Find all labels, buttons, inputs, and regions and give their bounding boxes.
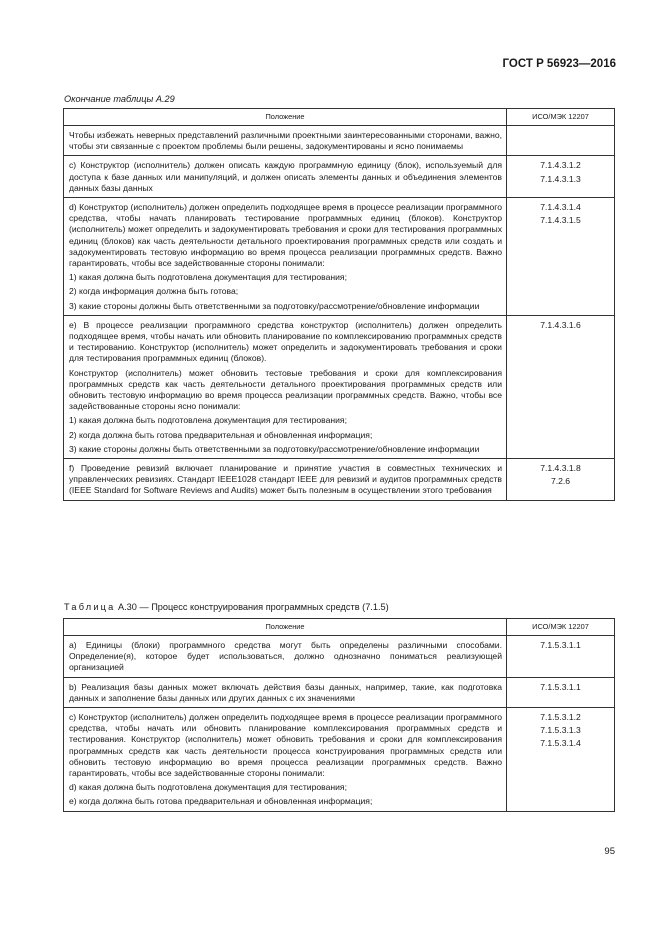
iso-clause-ref: 7.2.6 bbox=[550, 476, 571, 487]
position-paragraph: с) Конструктор (исполнитель) должен описать каждую программную единицу (блок), используемый для доступа к базе данных или манипуляций, и должен описать элементы данных и объединения элементов данных базы данных bbox=[69, 160, 502, 193]
table-row bbox=[64, 677, 615, 707]
iso-ref-cell bbox=[507, 636, 615, 678]
position-paragraph: 2) когда информация должна быть готова; bbox=[69, 286, 239, 297]
table-row bbox=[64, 708, 615, 812]
table-row bbox=[64, 636, 615, 678]
table-row bbox=[64, 459, 615, 501]
position-cell bbox=[64, 459, 507, 501]
iso-clause-ref: 7.1.5.3.1.1 bbox=[540, 681, 581, 692]
table-a30 bbox=[63, 618, 615, 812]
table-row bbox=[64, 156, 615, 198]
position-cell bbox=[64, 677, 507, 707]
iso-ref-cell bbox=[507, 198, 615, 316]
standard-header: ГОСТ Р 56923—2016 bbox=[502, 58, 616, 70]
position-paragraph: Чтобы избежать неверных представлений различными проектными заинтересованными сторонами, важно, чтобы эти связанные с проектом проблемы были решены, задокументированы и ясно понимаемы bbox=[69, 130, 502, 152]
position-cell bbox=[64, 126, 507, 156]
iso-clause-ref: 7.1.4.3.1.8 bbox=[540, 463, 581, 474]
iso-clause-ref: 7.1.4.3.1.6 bbox=[540, 319, 581, 330]
table-row bbox=[64, 198, 615, 316]
position-cell bbox=[64, 708, 507, 812]
iso-clause-ref: 7.1.5.3.1.1 bbox=[540, 640, 581, 650]
iso-clause-ref: 7.1.5.3.1.2 bbox=[540, 712, 581, 723]
page-number: 95 bbox=[604, 846, 615, 857]
iso-clause-ref: 7.1.5.3.1.4 bbox=[540, 738, 581, 749]
iso-ref-cell bbox=[507, 315, 615, 458]
position-cell bbox=[64, 198, 507, 316]
position-paragraph: d) какая должна быть подготовлена документация для тестирования; bbox=[69, 782, 347, 793]
position-paragraph: с) Конструктор (исполнитель) должен определить подходящее время в процессе реализации программного средства, чтобы начать или обновить планирование комплексирования программных средств и тестирования. Конструктор (исполнитель) может обновить требования и сроки для комплексирования программных средств как часть деятельности процесса конструирования программных средств или обновить тестовую информацию во время процесса реализации программных средств. Важно гарантировать, чтобы все задействованные стороны понимали: bbox=[69, 712, 502, 779]
position-cell bbox=[64, 315, 507, 458]
position-paragraph: а) Единицы (блоки) программного средства могут быть определены различными способами. Определение(я), которое будет использоваться, должно однозначно пониматься реализующей организацией bbox=[69, 640, 502, 673]
iso-clause-ref: 7.1.5.3.1.3 bbox=[540, 725, 581, 736]
col-header-position: Положение bbox=[64, 109, 507, 126]
table-row bbox=[64, 126, 615, 156]
table-a29-caption: Окончание таблицы А.29 bbox=[64, 94, 175, 104]
position-paragraph: е) когда должна быть готова предварительная и обновленная информация; bbox=[69, 796, 373, 807]
table-a29-header-row bbox=[64, 109, 615, 126]
position-paragraph: 1) какая должна быть подготовлена документация для тестирования; bbox=[69, 272, 347, 283]
iso-clause-ref: 7.1.4.3.1.5 bbox=[540, 215, 581, 226]
col-header-iso: ИСО/МЭК 12207 bbox=[507, 619, 615, 636]
iso-clause-ref: 7.1.4.3.1.3 bbox=[540, 173, 581, 184]
table-a30-title: А.30 — Процесс конструирования программных средств (7.1.5) bbox=[118, 602, 389, 612]
iso-clause-ref: 7.1.4.3.1.2 bbox=[540, 160, 581, 171]
position-paragraph: 3) какие стороны должны быть ответственными за подготовку/рассмотрение/обновление информации bbox=[69, 300, 480, 311]
iso-ref-cell bbox=[507, 126, 615, 156]
position-paragraph: е) В процессе реализации программного средства конструктор (исполнитель) должен определить подходящее время, чтобы начать или обновить планирование по комплексированию программных средств и тестированию. Конструктор (исполнитель) может определить и задокументировать требования и сроки для тестирования программных единиц (блоков). bbox=[69, 319, 502, 364]
position-cell bbox=[64, 156, 507, 198]
col-header-position: Положение bbox=[64, 619, 507, 636]
position-paragraph: f) Проведение ревизий включает планирование и принятие участия в совместных технических и управленческих ревизиях. Стандарт IEEE1028 стандарт IEEE для ревизий и аудитов программных средств (IEEE Standard for Software Reviews and Audits) может быть полезным в осуществлении этого требования bbox=[69, 463, 502, 496]
iso-clause-ref: 7.1.4.3.1.4 bbox=[540, 202, 581, 213]
position-paragraph: d) Конструктор (исполнитель) должен определить подходящее время в процессе реализации программного средства, чтобы начать планировать тестирование программных единиц (блоков). Конструктор (исполнитель) может определить и задокументировать требования и сроки для тестирования программных единиц (блоков) как часть деятельности детального проектирования программных средств или создать и задокументировать тестовую информацию во время процесса реализации программных средств. Важно гарантировать, чтобы все задействованные стороны понимали: bbox=[69, 202, 502, 269]
col-header-iso: ИСО/МЭК 12207 bbox=[507, 109, 615, 126]
position-paragraph: b) Реализация базы данных может включать действия базы данных, например, такие, как подготовка данных и заполнение базы данных или других данных с их значениями bbox=[69, 681, 502, 703]
iso-ref-cell bbox=[507, 677, 615, 707]
position-paragraph: 2) когда должна быть готова предварительная и обновленная информация; bbox=[69, 429, 373, 440]
position-cell bbox=[64, 636, 507, 678]
table-a29 bbox=[63, 108, 615, 501]
table-a30-header-row bbox=[64, 619, 615, 636]
position-paragraph: 3) какие стороны должны быть ответственными за подготовку/рассмотрение/обновление информации bbox=[69, 443, 480, 454]
table-a30-caption bbox=[64, 602, 389, 612]
table-row bbox=[64, 315, 615, 458]
table-word: Таблица bbox=[64, 602, 116, 612]
position-paragraph: 1) какая должна быть подготовлена документация для тестирования; bbox=[69, 415, 347, 426]
iso-ref-cell bbox=[507, 156, 615, 198]
position-paragraph: Конструктор (исполнитель) может обновить тестовые требования и сроки для комплексирования программных средств как часть деятельности детального проектирования программных средств или обновить тестовую информацию во время процесса реализации программных средств. Важно, чтобы все задействованные стороны ясно понимали: bbox=[69, 367, 502, 412]
iso-ref-cell bbox=[507, 708, 615, 812]
iso-ref-cell bbox=[507, 459, 615, 501]
